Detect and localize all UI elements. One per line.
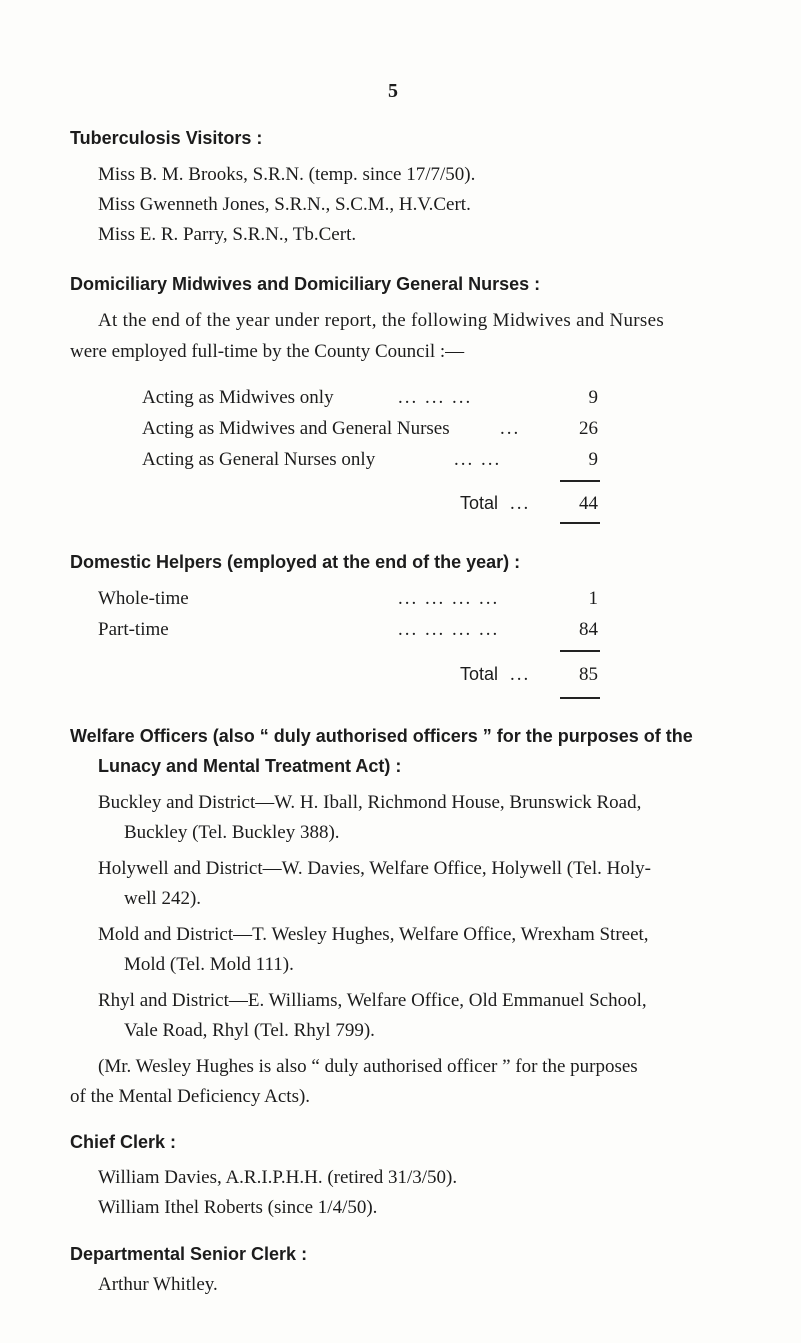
dom-intro: At the end of the year under report, the following Midwives and Nurses <box>98 310 665 331</box>
dom-row-value: 9 <box>588 387 598 408</box>
welfare-entry: Rhyl and District—E. Williams, Welfare Office, Old Emmanuel School, <box>98 990 647 1011</box>
welfare-note: (Mr. Wesley Hughes is also “ duly authorised officer ” for the purposes <box>98 1056 638 1077</box>
welfare-entry-cont: well 242). <box>124 888 202 909</box>
dom-intro: were employed full-time by the County Council :— <box>70 341 465 362</box>
welfare-entry-cont: Vale Road, Rhyl (Tel. Rhyl 799). <box>124 1020 375 1041</box>
helpers-row-dots: ... ... ... ... <box>398 588 500 609</box>
dom-total-dots: ... <box>510 493 531 514</box>
dom-row-dots: ... ... ... <box>398 387 473 408</box>
dom-row-dots: ... ... <box>454 449 502 470</box>
helpers-total-rule-bottom <box>560 697 600 699</box>
helpers-row-value: 1 <box>588 588 598 609</box>
dom-row-label: Acting as Midwives only <box>142 387 334 408</box>
section-heading-welfare: Welfare Officers (also “ duly authorised officers ” for the purposes of the <box>70 726 693 746</box>
helpers-total-rule-top <box>560 650 600 652</box>
tb-line: Miss E. R. Parry, S.R.N., Tb.Cert. <box>98 224 357 245</box>
helpers-total-label: Total <box>460 664 499 684</box>
welfare-note-cont: of the Mental Deficiency Acts). <box>70 1086 311 1107</box>
welfare-entry: Mold and District—T. Wesley Hughes, Welfare Office, Wrexham Street, <box>98 924 649 945</box>
helpers-row-dots: ... ... ... ... <box>398 619 500 640</box>
dom-total-label: Total <box>460 493 499 513</box>
welfare-entry: Holywell and District—W. Davies, Welfare Office, Holywell (Tel. Holy- <box>98 858 651 879</box>
welfare-entry-cont: Buckley (Tel. Buckley 388). <box>124 822 340 843</box>
tb-line: Miss Gwenneth Jones, S.R.N., S.C.M., H.V.Cert. <box>98 194 471 215</box>
helpers-total-value: 85 <box>579 664 598 685</box>
dom-total-value: 44 <box>579 493 598 514</box>
chief-clerk-line: William Davies, A.R.I.P.H.H. (retired 31/3/50). <box>98 1167 458 1188</box>
tb-line: Miss B. M. Brooks, S.R.N. (temp. since 17/7/50). <box>98 164 476 185</box>
section-heading-domiciliary: Domiciliary Midwives and Domiciliary General Nurses : <box>70 274 541 294</box>
section-heading-dept-clerk: Departmental Senior Clerk : <box>70 1244 308 1264</box>
chief-clerk-line: William Ithel Roberts (since 1/4/50). <box>98 1197 378 1218</box>
helpers-row-label: Part-time <box>98 619 169 640</box>
section-heading-tb: Tuberculosis Visitors : <box>70 128 263 148</box>
dom-row-label: Acting as General Nurses only <box>142 449 376 470</box>
helpers-row-label: Whole-time <box>98 588 189 609</box>
page-number: 5 <box>388 80 398 102</box>
dom-total-rule-bottom <box>560 522 600 524</box>
section-heading-chief-clerk: Chief Clerk : <box>70 1132 177 1152</box>
dom-row-value: 9 <box>588 449 598 470</box>
dept-clerk-line: Arthur Whitley. <box>98 1274 218 1295</box>
dom-total-rule-top <box>560 480 600 482</box>
helpers-total-dots: ... <box>510 664 531 685</box>
helpers-row-value: 84 <box>579 619 598 640</box>
dom-row-dots: ... <box>500 418 521 439</box>
section-heading-helpers: Domestic Helpers (employed at the end of the year) : <box>70 552 521 572</box>
dom-row-label: Acting as Midwives and General Nurses <box>142 418 450 439</box>
section-heading-welfare-cont: Lunacy and Mental Treatment Act) : <box>98 756 402 776</box>
dom-row-value: 26 <box>579 418 598 439</box>
welfare-entry-cont: Mold (Tel. Mold 111). <box>124 954 294 975</box>
welfare-entry: Buckley and District—W. H. Iball, Richmond House, Brunswick Road, <box>98 792 642 813</box>
